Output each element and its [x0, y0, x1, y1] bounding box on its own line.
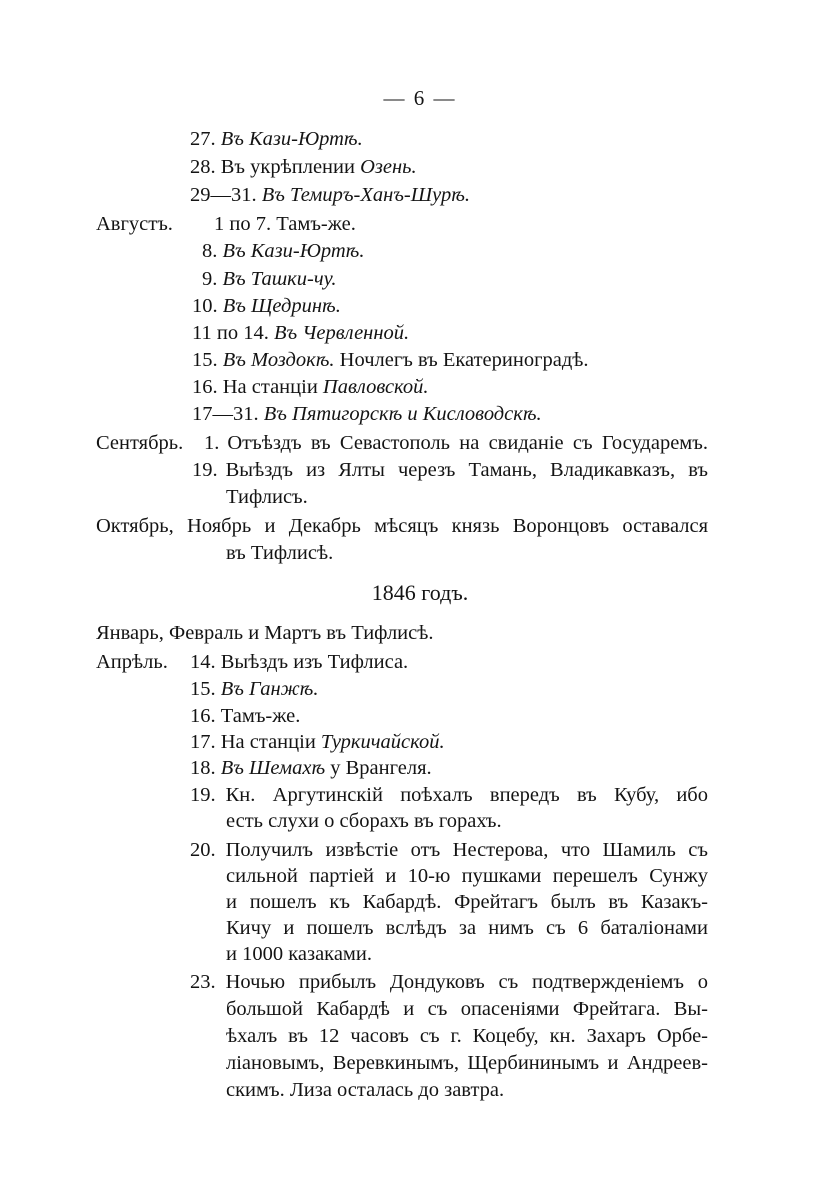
entry-sep-19 — [192, 457, 708, 483]
entry-text: Получилъ извѣстіе отъ Нестерова, что Шамиль съ — [225, 839, 708, 861]
entry-place: Въ Моздокѣ. — [222, 349, 335, 371]
entry-apr-16 — [190, 703, 300, 729]
page-number: — 6 — — [383, 86, 457, 110]
entry-text: Ночью прибылъ Дондуковъ съ подтвержденіемъ о — [225, 971, 708, 993]
entry-day: 16. — [192, 376, 218, 398]
entry-text: На станціи — [222, 376, 318, 398]
entry-day: 11 по 14. — [192, 322, 269, 344]
entry-day: 27. — [190, 128, 216, 150]
month-april: Апрѣль. — [96, 651, 168, 673]
entry-place: Павловской. — [322, 376, 429, 398]
entry-place: Въ Кази-Юртѣ. — [220, 128, 363, 150]
oct-paragraph-line1: Октябрь, Ноябрь и Декабрь мѣсяцъ князь Воронцовъ оставался — [96, 515, 708, 537]
entry-day: 20. — [190, 839, 216, 861]
entry-place: Въ Щедринѣ. — [222, 295, 341, 317]
entry-apr-23 — [190, 969, 708, 995]
entry-apr-18 — [190, 755, 432, 781]
entry-apr-20-l5: и 1000 казаками. — [226, 943, 372, 965]
entry-apr-14 — [190, 649, 408, 675]
entry-apr-15 — [190, 676, 318, 702]
entry-apr-23-l4: ліановымъ, Веревкинымъ, Щербининымъ и Андреев- — [226, 1052, 708, 1074]
entry-day: 10. — [192, 295, 218, 317]
oct-paragraph-line2: въ Тифлисѣ. — [226, 542, 334, 564]
entry-day: 1 по 7. — [214, 213, 272, 235]
entry-day: 15. — [192, 349, 218, 371]
entry-day: 15. — [190, 678, 216, 700]
entry-apr-20 — [190, 837, 708, 863]
entry-day: 17. — [190, 731, 216, 753]
entry-place: Озень. — [360, 156, 417, 178]
entry-text: Выѣздъ изъ Тифлиса. — [220, 651, 409, 673]
entry-29-31 — [190, 182, 470, 208]
entry-place: Туркичайской. — [320, 731, 445, 753]
entry-28 — [190, 154, 417, 180]
entry-place: Въ Кази-Юртѣ. — [222, 240, 365, 262]
jan-line: Январь, Февраль и Мартъ въ Тифлисѣ. — [96, 622, 434, 644]
entry-place: Въ Пятигорскѣ и Кисловодскѣ. — [263, 403, 542, 425]
entry-place: Въ Ташки-чу. — [222, 268, 337, 290]
entry-text: На станціи — [220, 731, 316, 753]
entry-text: Въ укрѣплении — [220, 156, 355, 178]
entry-day: 18. — [190, 757, 216, 779]
entry-text: Кн. Аргутинскій поѣхалъ впередъ въ Кубу, ибо — [225, 784, 708, 806]
entry-place: Въ Ганжѣ. — [220, 678, 319, 700]
entry-place: Въ Темиръ-Ханъ-Шурѣ. — [261, 184, 471, 206]
month-september: Сентябрь. — [96, 432, 184, 454]
entry-text: Ночлегъ въ Екатериноградѣ. — [339, 349, 589, 371]
month-august: Августъ. — [96, 213, 173, 235]
entry-9 — [202, 266, 337, 292]
entry-apr-19-l2: есть слухи о сборахъ въ горахъ. — [226, 810, 502, 832]
entry-day: 8. — [202, 240, 218, 262]
entry-day: 28. — [190, 156, 216, 178]
entry-15 — [192, 347, 589, 373]
entry-text: Отъѣздъ въ Севастополь на свиданіе съ Государемъ. — [227, 432, 708, 454]
entry-17-31 — [192, 401, 542, 427]
entry-16 — [192, 374, 428, 400]
entry-day: 16. — [190, 705, 216, 727]
entry-27 — [190, 126, 363, 152]
entry-day: 19. — [192, 459, 218, 481]
entry-place: Въ Шемахѣ — [220, 757, 326, 779]
entry-11-14 — [192, 320, 409, 346]
entry-apr-23-l2: большой Кабардѣ и съ опасеніями Фрейтага. Вы- — [226, 998, 708, 1020]
entry-sep-1 — [204, 430, 708, 456]
entry-sep-19-cont: Тифлисъ. — [226, 486, 308, 508]
entry-text: Тамъ-же. — [220, 705, 301, 727]
entry-place: Въ Червленной. — [273, 322, 410, 344]
entry-day: 17—31. — [192, 403, 259, 425]
entry-10 — [192, 293, 341, 319]
entry-text: у Врангеля. — [330, 757, 432, 779]
entry-apr-20-l2: сильной партіей и 10-ю пушками перешелъ Сунжу — [226, 865, 708, 887]
entry-day: 19. — [190, 784, 216, 806]
year-heading: 1846 годъ. — [371, 580, 469, 605]
entry-day: 14. — [190, 651, 216, 673]
entry-apr-23-l3: ѣхалъ въ 12 часовъ съ г. Коцебу, кн. Захаръ Орбе- — [226, 1025, 708, 1047]
entry-apr-20-l3: и пошелъ къ Кабардѣ. Фрейтагъ былъ въ Казакъ- — [226, 891, 708, 913]
entry-day: 1. — [204, 432, 220, 454]
entry-8 — [202, 238, 364, 264]
entry-text: Тамъ-же. — [276, 213, 356, 235]
entry-apr-19 — [190, 782, 708, 808]
entry-day: 9. — [202, 268, 218, 290]
entry-day: 23. — [190, 971, 216, 993]
entry-apr-20-l4: Кичу и пошелъ вслѣдъ за нимъ съ 6 баталіонами — [226, 917, 708, 939]
entry-apr-23-l5: скимъ. Лиза осталась до завтра. — [226, 1079, 505, 1101]
entry-day: 29—31. — [190, 184, 257, 206]
entry-apr-17 — [190, 729, 445, 755]
entry-text: Выѣздъ из Ялты черезъ Тамань, Владикавказъ, въ — [225, 459, 708, 481]
entry-aug-1-7 — [214, 211, 356, 237]
